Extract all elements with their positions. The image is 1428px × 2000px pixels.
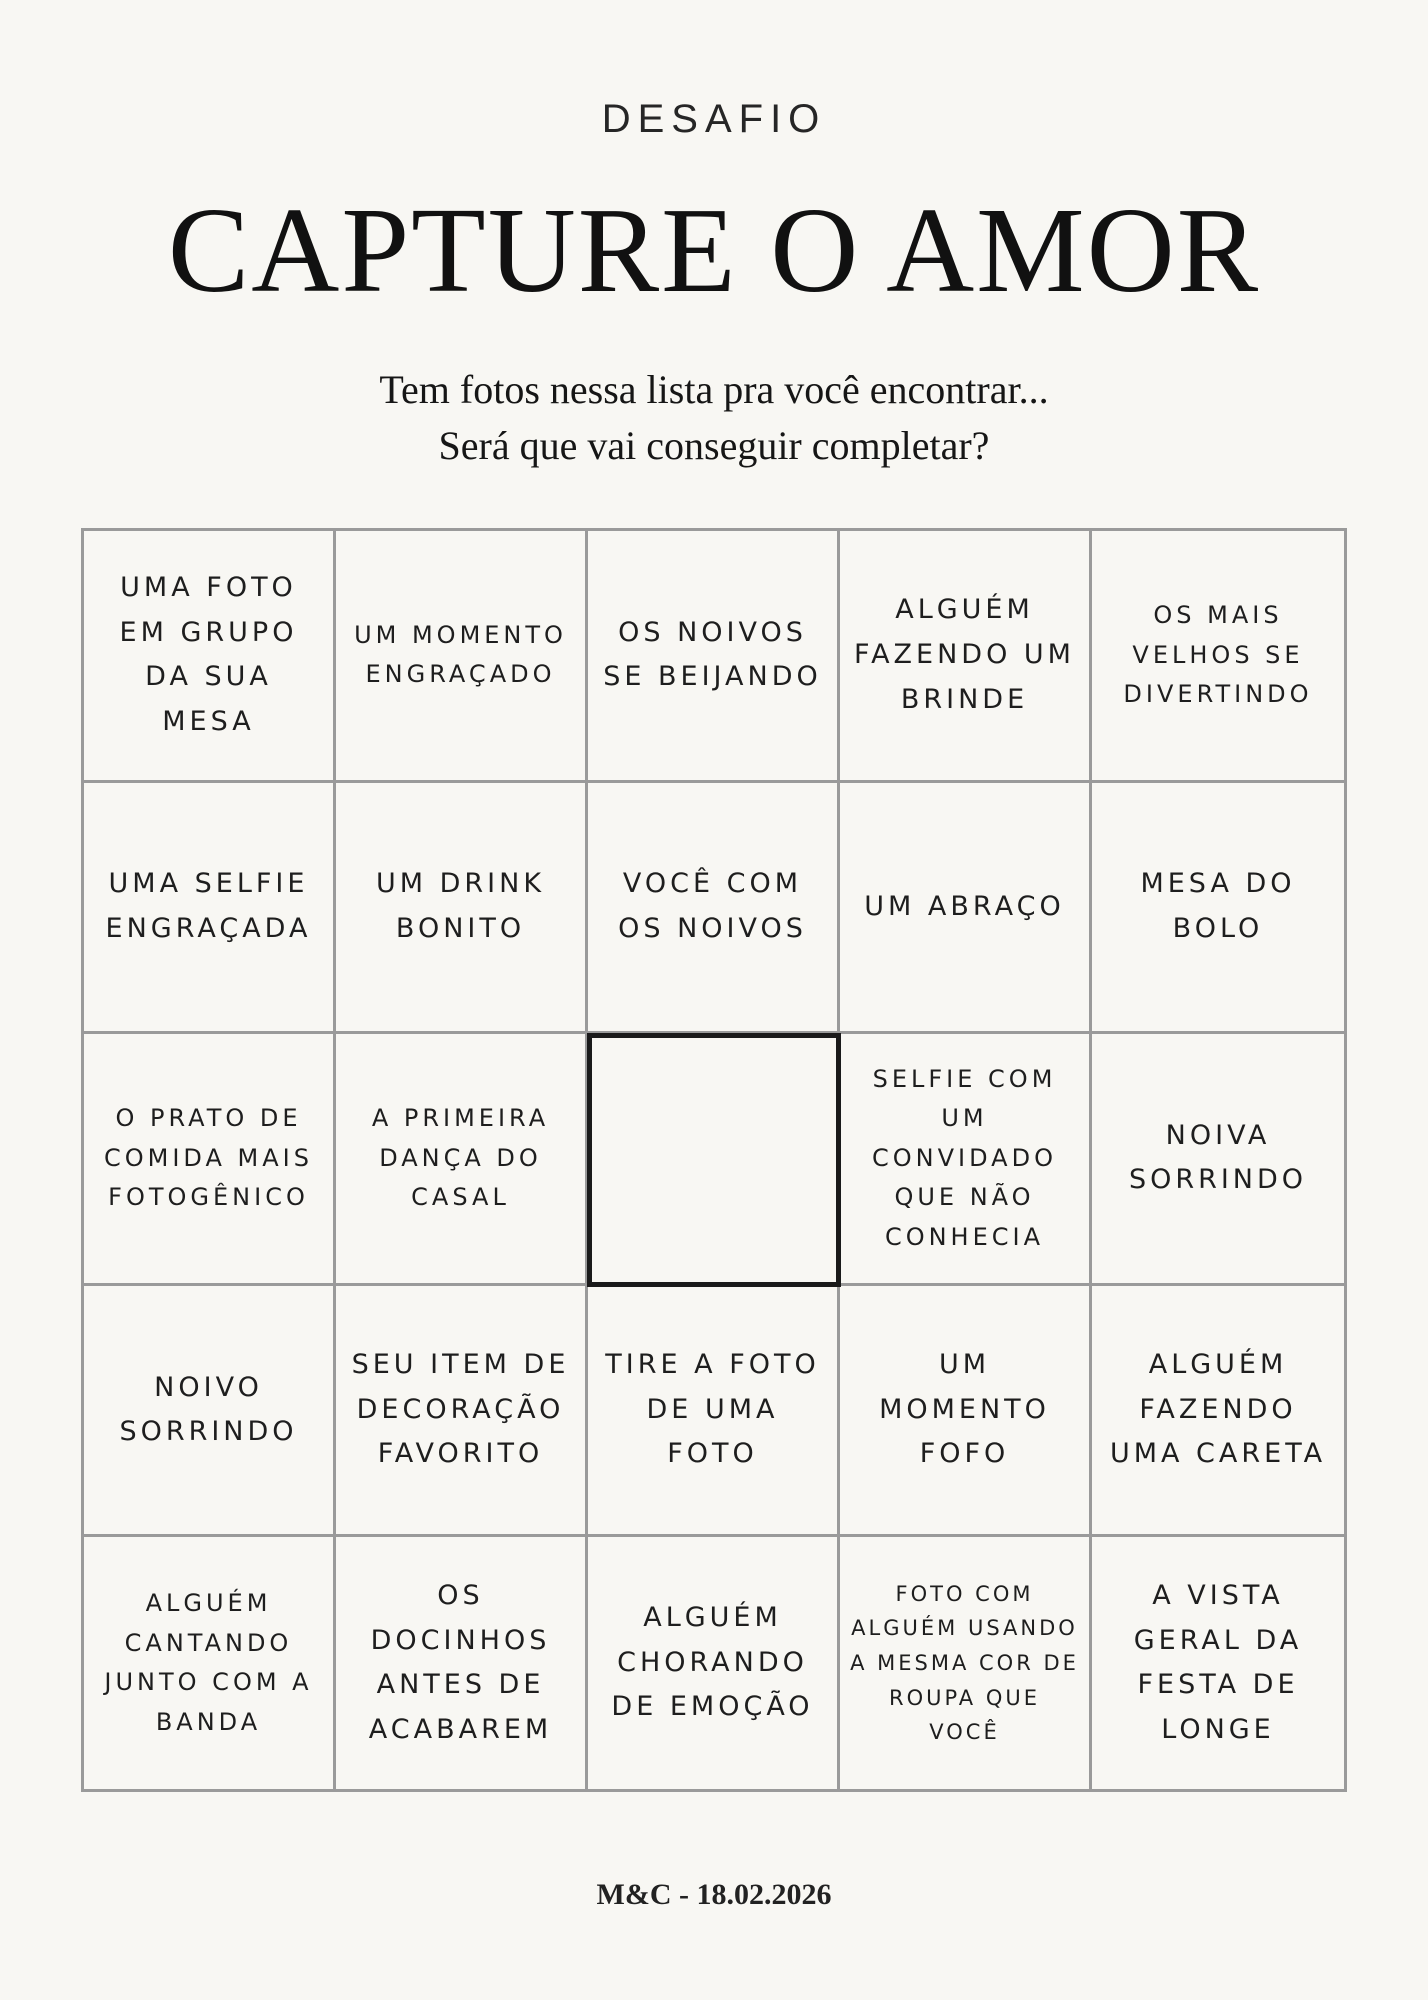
bingo-grid (81, 528, 1347, 1792)
grid-cell[interactable]: OS DOCINHOS ANTES DE ACABAREM (336, 1537, 588, 1789)
grid-cell[interactable]: ALGUÉM CANTANDO JUNTO COM A BANDA (84, 1537, 336, 1789)
grid-cell[interactable]: UM MOMENTO ENGRAÇADO (336, 531, 588, 783)
footer-signature: M&C - 18.02.2026 (596, 1878, 832, 1911)
grid-cell[interactable]: NOIVA SORRINDO (1092, 1034, 1344, 1286)
subtitle-line-1: Tem fotos nessa lista pra você encontrar... (379, 367, 1049, 412)
grid-cell[interactable]: OS MAIS VELHOS SE DIVERTINDO (1092, 531, 1344, 783)
grid-cell[interactable]: FOTO COM ALGUÉM USANDO A MESMA COR DE ROUPA QUE VOCÊ (840, 1537, 1092, 1789)
grid-cell[interactable]: TIRE A FOTO DE UMA FOTO (588, 1286, 840, 1538)
grid-cell[interactable]: UM MOMENTO FOFO (840, 1286, 1092, 1538)
grid-cell[interactable]: UMA FOTO EM GRUPO DA SUA MESA (84, 531, 336, 783)
grid-cell[interactable]: OS NOIVOS SE BEIJANDO (588, 531, 840, 783)
grid-cell[interactable]: SELFIE COM UM CONVIDADO QUE NÃO CONHECIA (840, 1034, 1092, 1286)
grid-cell[interactable]: UM ABRAÇO (840, 783, 1092, 1035)
grid-cell[interactable]: A PRIMEIRA DANÇA DO CASAL (336, 1034, 588, 1286)
grid-cell[interactable]: UMA SELFIE ENGRAÇADA (84, 783, 336, 1035)
grid-cell[interactable]: A VISTA GERAL DA FESTA DE LONGE (1133, 1580, 1303, 1745)
grid-cell[interactable]: VOCÊ COM OS NOIVOS (588, 783, 840, 1035)
grid-cell[interactable]: SEU ITEM DE DECORAÇÃO FAVORITO (336, 1286, 588, 1538)
grid-cell[interactable]: NOIVO SORRINDO (84, 1286, 336, 1538)
grid-cell[interactable]: MESA DO BOLO (1092, 783, 1344, 1035)
kicker: DESAFIO (601, 97, 827, 141)
grid-cell[interactable]: O PRATO DE COMIDA MAIS FOTOGÊNICO (84, 1034, 336, 1286)
grid-cell[interactable]: UM DRINK BONITO (336, 783, 588, 1035)
subtitle (0, 362, 1428, 474)
grid-cell[interactable]: ALGUÉM CHORANDO DE EMOÇÃO (588, 1537, 840, 1789)
subtitle-line-2: Será que vai conseguir completar? (438, 423, 990, 468)
grid-cell-center[interactable] (588, 1034, 840, 1286)
grid-cell[interactable]: ALGUÉM FAZENDO UM BRINDE (840, 531, 1092, 783)
grid-cell[interactable]: ALGUÉM FAZENDO UMA CARETA (1092, 1286, 1344, 1538)
page-title: CAPTURE O AMOR (167, 183, 1261, 318)
